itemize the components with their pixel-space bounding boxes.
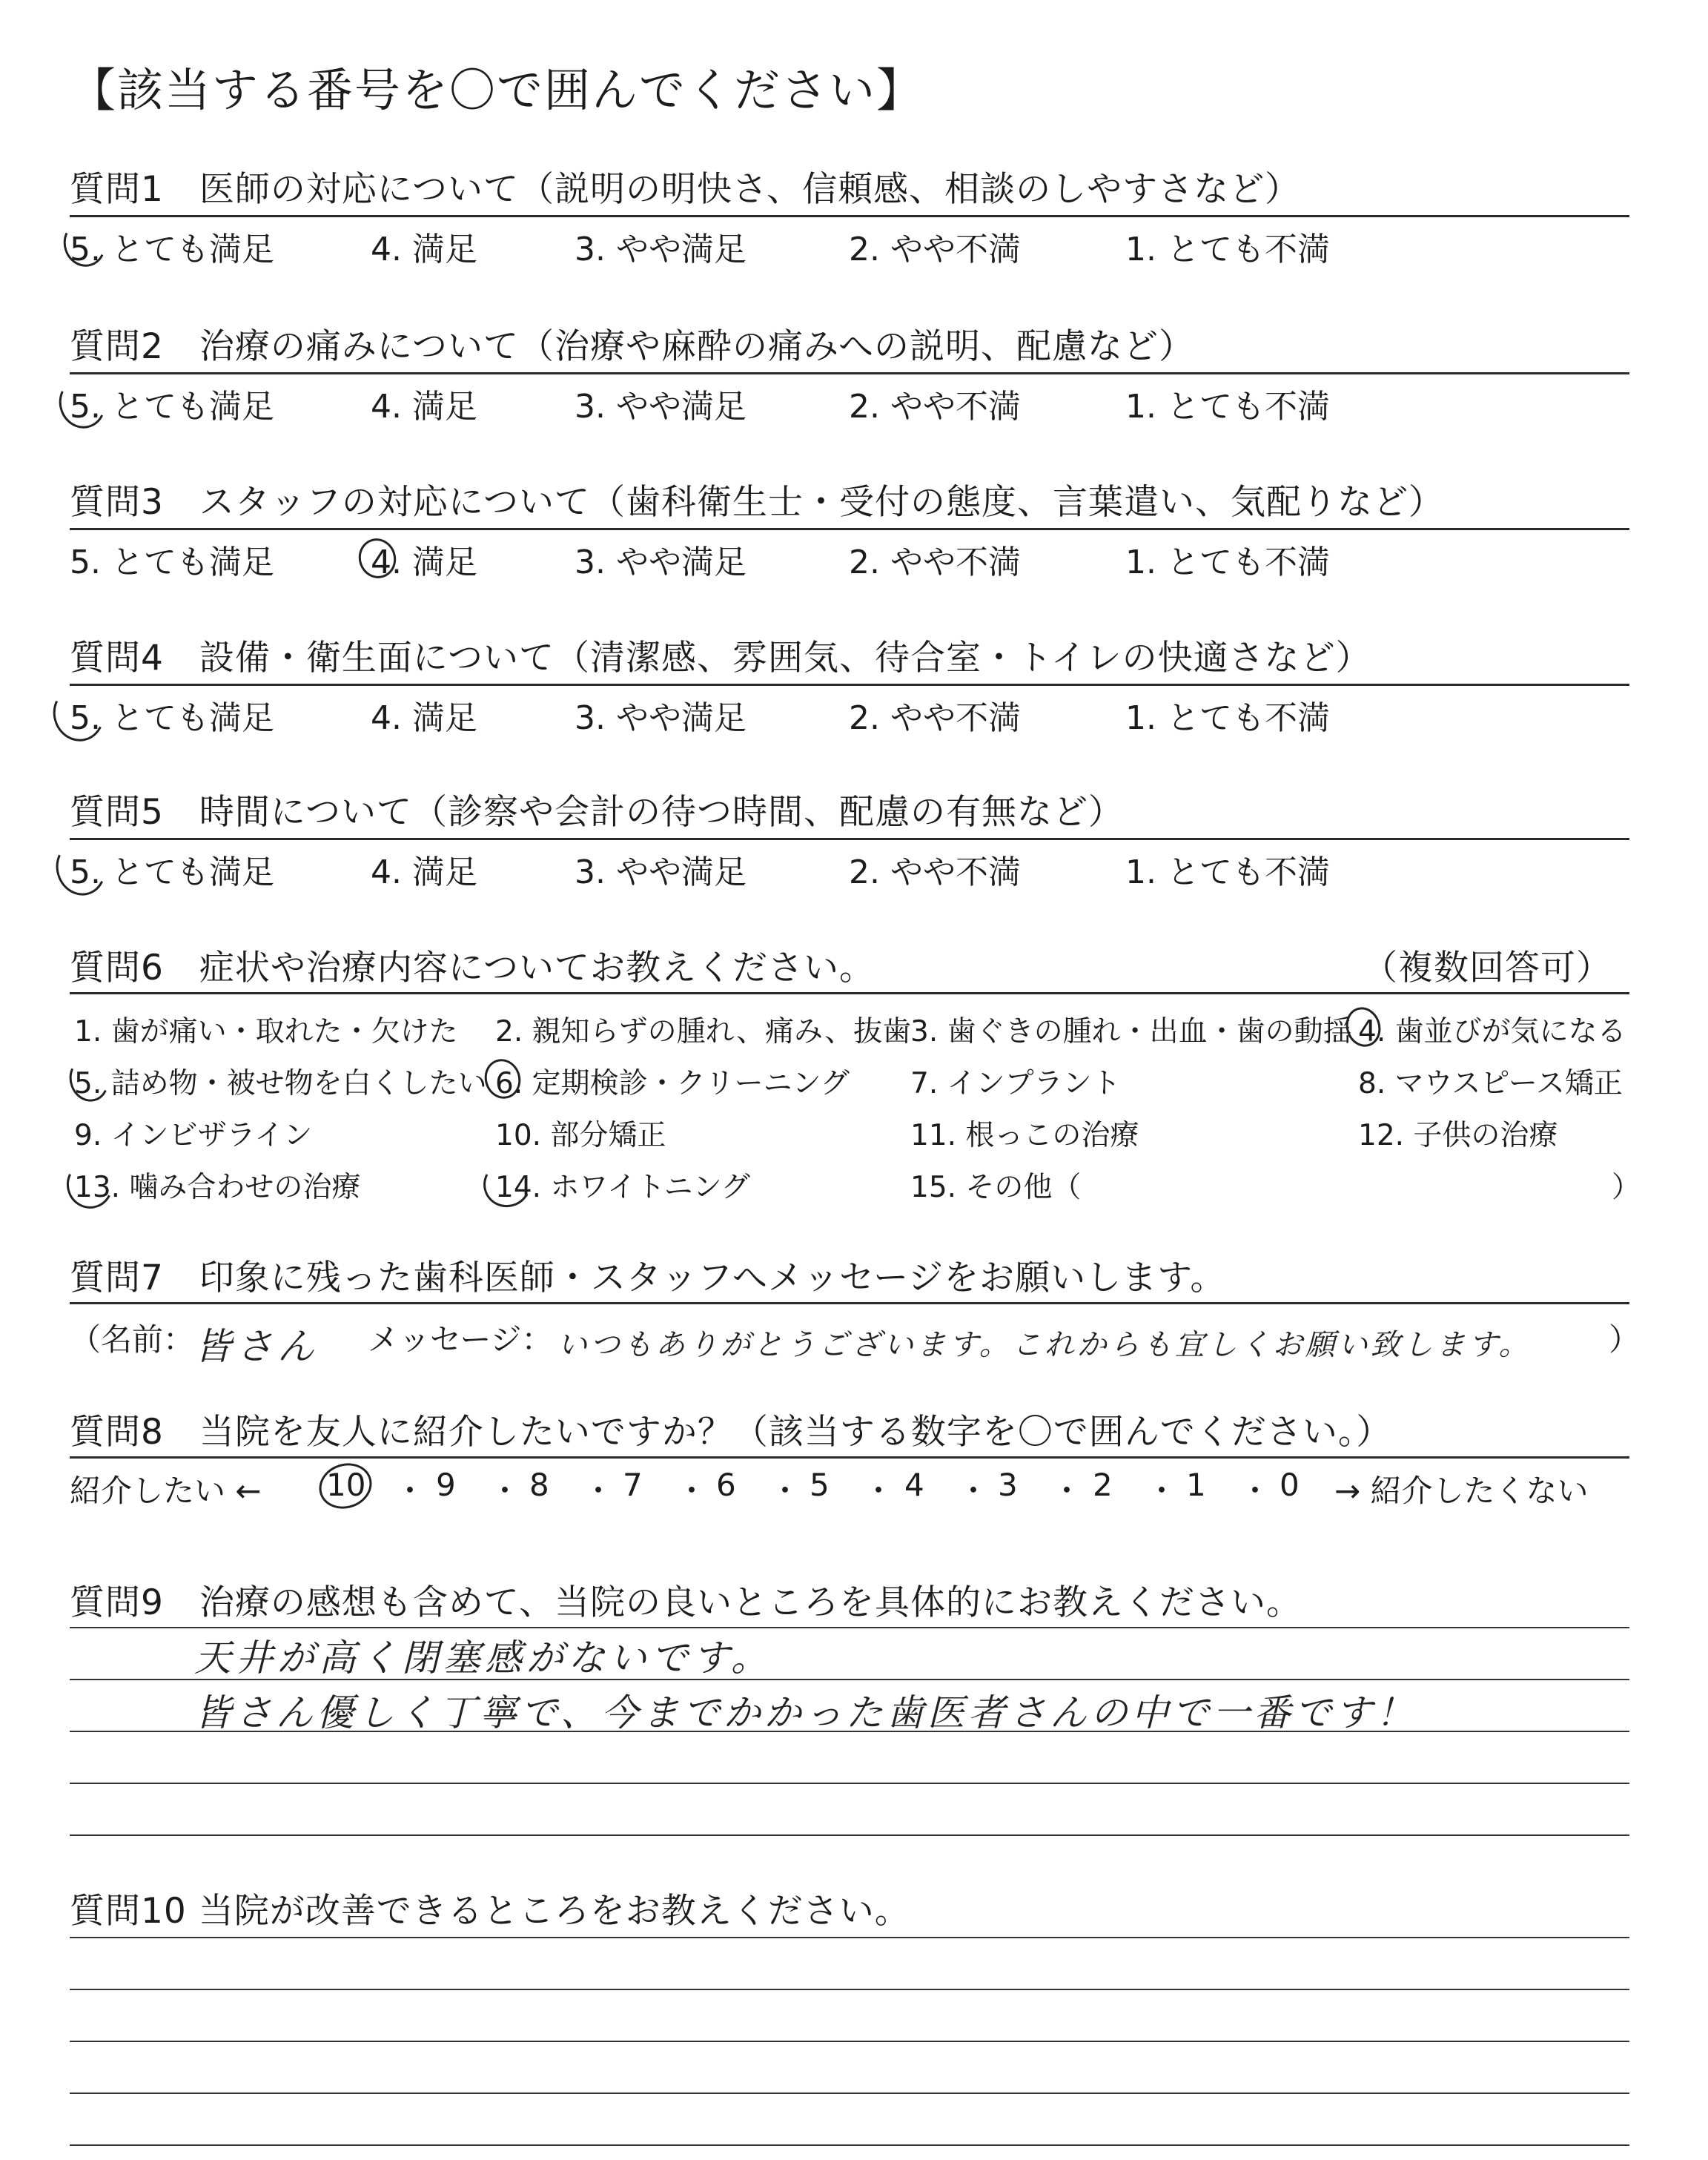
symptom-option-11[interactable]: 11. 根っこの治療 [910,1119,1139,1152]
multiple-answer-note: （複数回答可） [1363,948,1612,988]
option-2[interactable]: 2. やや不満 [849,388,1021,426]
question-9-title: 質問9 治療の感想も含めて、当院の良いところを具体的にお教えください。 [70,1582,1302,1623]
option-4[interactable]: 4. 満足 [371,853,477,891]
option-2[interactable]: 2. やや不満 [849,853,1021,891]
scale-5[interactable]: 5 [810,1467,830,1503]
scale-4[interactable]: 4 [904,1467,924,1503]
symptom-option-5[interactable]: 5. 詰め物・被せ物を白くしたい [74,1067,487,1100]
scale-6[interactable]: 6 [716,1467,736,1503]
option-1[interactable]: 1. とても不満 [1125,544,1330,581]
divider [70,528,1629,530]
option-5[interactable]: 5. とても満足 [70,853,274,891]
answer-line [70,2093,1629,2094]
divider [70,215,1629,217]
other-close-paren: ） [1612,1171,1641,1204]
divider [70,992,1629,994]
answer-line [70,2041,1629,2042]
symptom-option-9[interactable]: 9. インビザライン [74,1119,313,1152]
symptom-option-2[interactable]: 2. 親知らずの腫れ、痛み、抜歯 [495,1015,912,1048]
divider [70,684,1629,686]
option-4[interactable]: 4. 満足 [371,231,477,268]
option-4[interactable]: 4. 満足 [371,699,477,737]
scale-9[interactable]: 9 [436,1467,456,1503]
symptom-option-1[interactable]: 1. 歯が痛い・取れた・欠けた [74,1015,458,1048]
scale-7[interactable]: 7 [623,1467,643,1503]
question-7-title: 質問7 印象に残った歯科医師・スタッフへメッセージをお願いします。 [70,1258,1226,1298]
option-5[interactable]: 5. とても満足 [70,231,274,268]
scale-dot: ・ [863,1473,895,1509]
symptom-option-4[interactable]: 4. 歯並びが気になる [1358,1015,1626,1048]
question-5-title: 質問5 時間について（診察や会計の待つ時間、配慮の有無など） [70,792,1124,833]
scale-10[interactable]: 10 [326,1467,366,1503]
not-recommend-label: → 紹介したくない [1334,1473,1589,1509]
symptom-option-15[interactable]: 15. その他（ [910,1171,1082,1204]
answer-text-line-2[interactable]: 皆さん優しく丁寧で、今までかかった歯医者さんの中で一番です！ [194,1691,1417,1734]
scale-dot: ・ [394,1473,426,1509]
message-value[interactable]: いつもありがとうございます。これからも宜しくお願い致します。 [557,1328,1532,1362]
option-3[interactable]: 3. やや満足 [575,699,747,737]
scale-8[interactable]: 8 [529,1467,549,1503]
scale-dot: ・ [676,1473,708,1509]
scale-1[interactable]: 1 [1186,1467,1206,1503]
symptom-option-8[interactable]: 8. マウスピース矯正 [1358,1067,1623,1100]
scale-dot: ・ [958,1473,990,1509]
symptom-option-13[interactable]: 13. 噛み合わせの治療 [74,1171,361,1204]
answer-line [70,1783,1629,1784]
scale-dot: ・ [1146,1473,1178,1509]
divider [70,838,1629,840]
option-2[interactable]: 2. やや不満 [849,699,1021,737]
option-4[interactable]: 4. 満足 [371,544,477,581]
symptom-option-3[interactable]: 3. 歯ぐきの腫れ・出血・歯の動揺 [910,1015,1352,1048]
option-3[interactable]: 3. やや満足 [575,388,747,426]
scale-dot: ・ [489,1473,521,1509]
question-2-title: 質問2 治療の痛みについて（治療や麻酔の痛みへの説明、配慮など） [70,326,1195,367]
option-1[interactable]: 1. とても不満 [1125,699,1330,737]
message-close-paren: ） [1609,1321,1641,1358]
question-8-title: 質問8 当院を友人に紹介したいですか？（該当する数字を〇で囲んでください。） [70,1412,1392,1453]
question-10-title: 質問10 当院が改善できるところをお教えください。 [70,1891,910,1932]
option-4[interactable]: 4. 満足 [371,388,477,426]
scale-dot: ・ [769,1473,801,1509]
answer-line [70,1834,1629,1836]
question-4-title: 質問4 設備・衛生面について（清潔感、雰囲気、待合室・トイレの快適さなど） [70,638,1371,678]
name-value[interactable]: 皆さん [194,1325,319,1368]
symptom-option-12[interactable]: 12. 子供の治療 [1358,1119,1558,1152]
option-1[interactable]: 1. とても不満 [1125,231,1330,268]
option-3[interactable]: 3. やや満足 [575,853,747,891]
option-2[interactable]: 2. やや不満 [849,231,1021,268]
option-5[interactable]: 5. とても満足 [70,544,274,581]
answer-line [70,2144,1629,2146]
name-label: （名前： [70,1321,195,1358]
question-6-title: 質問6 症状や治療内容についてお教えください。 [70,948,875,988]
scale-dot: ・ [583,1473,615,1509]
option-5[interactable]: 5. とても満足 [70,388,274,426]
scale-0[interactable]: 0 [1280,1467,1300,1503]
symptom-option-6[interactable]: 6. 定期検診・クリーニング [495,1067,850,1100]
recommend-label: 紹介したい ← [70,1473,262,1509]
divider [70,372,1629,374]
symptom-option-14[interactable]: 14. ホワイトニング [495,1171,750,1204]
option-1[interactable]: 1. とても不満 [1125,388,1330,426]
divider [70,1302,1629,1304]
option-5[interactable]: 5. とても満足 [70,699,274,737]
scale-dot: ・ [1051,1473,1083,1509]
symptom-option-10[interactable]: 10. 部分矯正 [495,1119,666,1152]
form-instruction: 【該当する番号を〇で囲んでください】 [70,63,924,117]
answer-line [70,1989,1629,1990]
question-1-title: 質問1 医師の対応について（説明の明快さ、信頼感、相談のしやすさなど） [70,169,1301,210]
scale-dot: ・ [1239,1473,1271,1509]
option-2[interactable]: 2. やや不満 [849,544,1021,581]
divider [70,1456,1629,1459]
option-3[interactable]: 3. やや満足 [575,544,747,581]
answer-line [70,1937,1629,1938]
scale-2[interactable]: 2 [1093,1467,1113,1503]
scale-3[interactable]: 3 [998,1467,1018,1503]
option-3[interactable]: 3. やや満足 [575,231,747,268]
option-1[interactable]: 1. とても不満 [1125,853,1330,891]
symptom-option-7[interactable]: 7. インプラント [910,1067,1121,1100]
question-3-title: 質問3 スタッフの対応について（歯科衛生士・受付の態度、言葉遣い、気配りなど） [70,482,1444,523]
message-label: メッセージ： [368,1321,553,1358]
answer-text-line-1[interactable]: 天井が高く閉塞感がないです。 [194,1636,772,1680]
